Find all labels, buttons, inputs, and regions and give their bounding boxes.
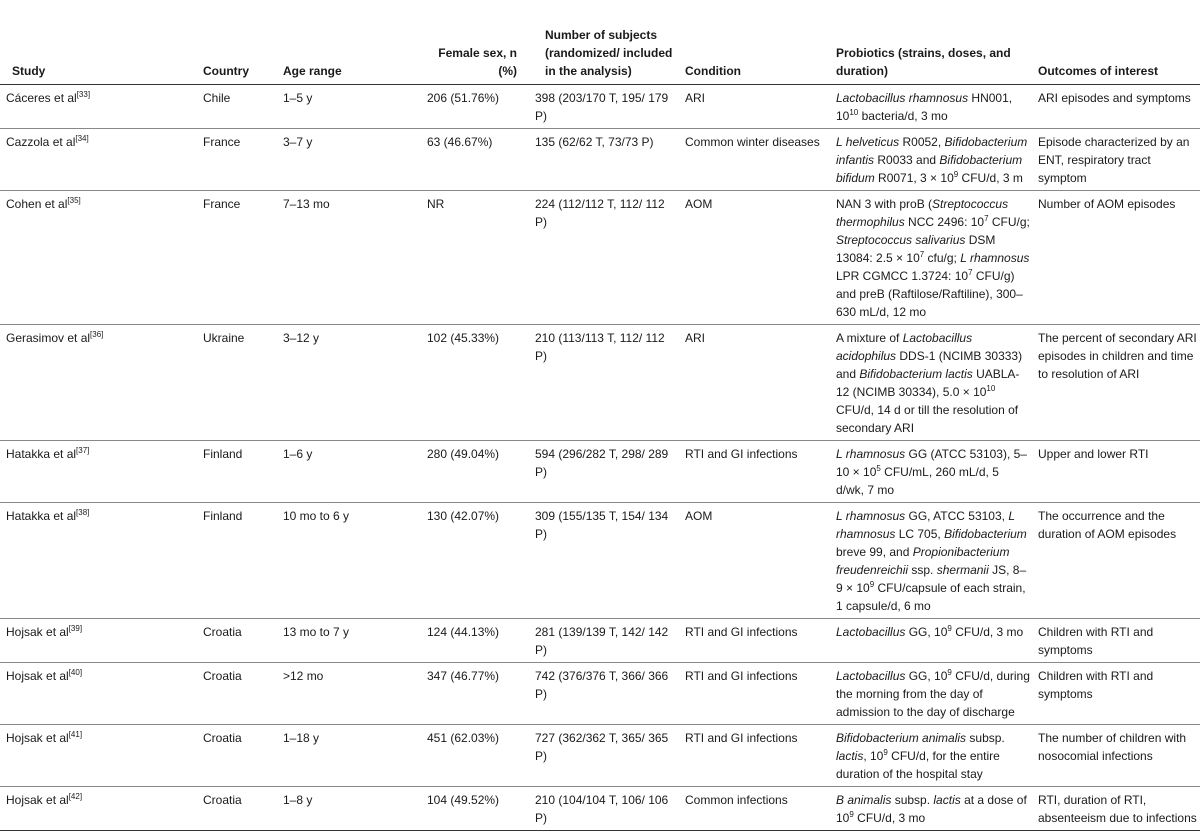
table-row — [0, 786, 1200, 830]
cell-female-sex: NR — [421, 190, 529, 324]
cell-probiotics: Lactobacillus GG, $10^9$ CFU/d, 3 mo — [830, 618, 1032, 662]
cell-probiotics: B animalis subsp. lactis at a dose of $10^9$ CFU/d, 3 mo — [830, 786, 1032, 830]
cell-condition: RTI and GI infections — [679, 724, 830, 786]
cell-female-sex: 130 (42.07%) — [421, 502, 529, 618]
cell-condition: Common infections — [679, 786, 830, 830]
cell-subjects: 727 (362/362 T, 365/ 365 P) — [529, 724, 679, 786]
cell-age-range: 1–8 y — [277, 786, 421, 830]
cell-female-sex: 104 (49.52%) — [421, 786, 529, 830]
cell-subjects: 135 (62/62 T, 73/73 P) — [529, 128, 679, 190]
cell-country: Croatia — [197, 662, 277, 724]
reference-number: [41] — [68, 729, 83, 739]
cell-study: Hojsak et al[39] — [0, 618, 197, 662]
cell-outcomes: The percent of secondary ARI episodes in children and time to resolution of ARI — [1032, 324, 1200, 440]
table-row — [0, 84, 1200, 128]
reference-number: [38] — [76, 507, 90, 517]
header-study: Study — [0, 0, 197, 84]
header-age-range: Age range — [277, 0, 421, 84]
cell-condition: AOM — [679, 190, 830, 324]
cell-outcomes: Number of AOM episodes — [1032, 190, 1200, 324]
cell-subjects: 281 (139/139 T, 142/ 142 P) — [529, 618, 679, 662]
cell-subjects: 210 (104/104 T, 106/ 106 P) — [529, 786, 679, 830]
header-female-sex: Female sex, n (%) — [421, 0, 529, 84]
cell-subjects: 398 (203/170 T, 195/ 179 P) — [529, 84, 679, 128]
cell-probiotics: NAN 3 with proB (Streptococcus thermophilus NCC 2496: $10^7$ CFU/g; Streptococcus salivarius DSM 13084: $2.5 \times 10^7$ cfu/g; L rhamnosus LPR CGMCC 1.3724: $10^7$ CFU/g) and preB (Raftilose/Raftiline), 300–630 mL/d, 12 mo — [830, 190, 1032, 324]
cell-outcomes: Episode characterized by an ENT, respiratory tract symptom — [1032, 128, 1200, 190]
cell-probiotics: L rhamnosus GG (ATCC 53103), $5-10 \times 10^5$ CFU/mL, 260 mL/d, 5 d/wk, 7 mo — [830, 440, 1032, 502]
cell-study: Hojsak et al[41] — [0, 724, 197, 786]
cell-age-range: 7–13 mo — [277, 190, 421, 324]
cell-female-sex: 206 (51.76%) — [421, 84, 529, 128]
cell-outcomes: Children with RTI and symptoms — [1032, 618, 1200, 662]
table-row — [0, 128, 1200, 190]
table-header-row — [0, 0, 1200, 84]
table-row — [0, 502, 1200, 618]
reference-number: [37] — [76, 445, 90, 455]
cell-country: France — [197, 128, 277, 190]
cell-female-sex: 451 (62.03%) — [421, 724, 529, 786]
header-outcomes: Outcomes of interest — [1032, 0, 1200, 84]
cell-outcomes: Upper and lower RTI — [1032, 440, 1200, 502]
table-row — [0, 724, 1200, 786]
cell-probiotics: Lactobacillus GG, $10^9$ CFU/d, during the morning from the day of admission to the day of discharge — [830, 662, 1032, 724]
cell-female-sex: 124 (44.13%) — [421, 618, 529, 662]
cell-subjects: 742 (376/376 T, 366/ 366 P) — [529, 662, 679, 724]
reference-number: [36] — [90, 329, 104, 339]
cell-study: Hojsak et al[40] — [0, 662, 197, 724]
table-row — [0, 440, 1200, 502]
cell-age-range: 1–18 y — [277, 724, 421, 786]
cell-age-range: 3–7 y — [277, 128, 421, 190]
cell-condition: AOM — [679, 502, 830, 618]
cell-condition: RTI and GI infections — [679, 618, 830, 662]
header-country: Country — [197, 0, 277, 84]
table-body — [0, 84, 1200, 830]
reference-number: [34] — [75, 133, 89, 143]
cell-study: Cohen et al[35] — [0, 190, 197, 324]
cell-outcomes: RTI, duration of RTI, absenteeism due to infections — [1032, 786, 1200, 830]
cell-study: Gerasimov et al[36] — [0, 324, 197, 440]
cell-country: Finland — [197, 440, 277, 502]
cell-female-sex: 280 (49.04%) — [421, 440, 529, 502]
table-row — [0, 618, 1200, 662]
cell-country: France — [197, 190, 277, 324]
cell-female-sex: 102 (45.33%) — [421, 324, 529, 440]
cell-country: Croatia — [197, 618, 277, 662]
reference-number: [35] — [67, 195, 81, 205]
cell-probiotics: Lactobacillus rhamnosus HN001, $10^{10}$ bacteria/d, 3 mo — [830, 84, 1032, 128]
cell-subjects: 594 (296/282 T, 298/ 289 P) — [529, 440, 679, 502]
cell-condition: ARI — [679, 84, 830, 128]
cell-age-range: 1–6 y — [277, 440, 421, 502]
cell-country: Croatia — [197, 724, 277, 786]
cell-study: Hatakka et al[37] — [0, 440, 197, 502]
cell-study: Hojsak et al[42] — [0, 786, 197, 830]
cell-subjects: 210 (113/113 T, 112/ 112 P) — [529, 324, 679, 440]
cell-outcomes: The occurrence and the duration of AOM episodes — [1032, 502, 1200, 618]
cell-outcomes: Children with RTI and symptoms — [1032, 662, 1200, 724]
cell-age-range: 10 mo to 6 y — [277, 502, 421, 618]
reference-number: [40] — [68, 667, 83, 677]
reference-number: [33] — [76, 89, 91, 99]
cell-probiotics: L helveticus R0052, Bifidobacterium infantis R0033 and Bifidobacterium bifidum R0071, $3 \times 10^9$ CFU/d, 3 m — [830, 128, 1032, 190]
reference-number: [42] — [68, 791, 83, 801]
cell-study: Cazzola et al[34] — [0, 128, 197, 190]
cell-outcomes: The number of children with nosocomial infections — [1032, 724, 1200, 786]
cell-country: Finland — [197, 502, 277, 618]
cell-subjects: 224 (112/112 T, 112/ 112 P) — [529, 190, 679, 324]
cell-study: Hatakka et al[38] — [0, 502, 197, 618]
table-row — [0, 324, 1200, 440]
cell-age-range: 13 mo to 7 y — [277, 618, 421, 662]
cell-probiotics: Bifidobacterium animalis subsp. lactis, $10^9$ CFU/d, for the entire duration of the hospital stay — [830, 724, 1032, 786]
cell-country: Ukraine — [197, 324, 277, 440]
cell-study: Cáceres et al[33] — [0, 84, 197, 128]
cell-country: Croatia — [197, 786, 277, 830]
cell-outcomes: ARI episodes and symptoms — [1032, 84, 1200, 128]
cell-female-sex: 347 (46.77%) — [421, 662, 529, 724]
table-row — [0, 662, 1200, 724]
cell-female-sex: 63 (46.67%) — [421, 128, 529, 190]
cell-probiotics: L rhamnosus GG, ATCC 53103, L rhamnosus LC 705, Bifidobacterium breve 99, and Propionibacterium freudenreichii ssp. shermanii JS, $8-9 \times 10^9$ CFU/capsule of each strain, 1 capsule/d, 6 mo — [830, 502, 1032, 618]
cell-probiotics: A mixture of Lactobacillus acidophilus DDS-1 (NCIMB 30333) and Bifidobacterium lactis UABLA-12 (NCIMB 30334), $5.0 \times 10^{10}$ CFU/d, 14 d or till the resolution of secondary ARI — [830, 324, 1032, 440]
header-subjects: Number of subjects (randomized/ included in the analysis) — [529, 0, 679, 84]
cell-age-range: >12 mo — [277, 662, 421, 724]
header-condition: Condition — [679, 0, 830, 84]
reference-number: [39] — [68, 623, 83, 633]
table-row — [0, 190, 1200, 324]
cell-condition: RTI and GI infections — [679, 440, 830, 502]
cell-subjects: 309 (155/135 T, 154/ 134 P) — [529, 502, 679, 618]
cell-age-range: 3–12 y — [277, 324, 421, 440]
header-probiotics: Probiotics (strains, doses, and duration) — [830, 0, 1032, 84]
cell-country: Chile — [197, 84, 277, 128]
cell-condition: RTI and GI infections — [679, 662, 830, 724]
cell-age-range: 1–5 y — [277, 84, 421, 128]
cell-condition: ARI — [679, 324, 830, 440]
cell-condition: Common winter diseases — [679, 128, 830, 190]
